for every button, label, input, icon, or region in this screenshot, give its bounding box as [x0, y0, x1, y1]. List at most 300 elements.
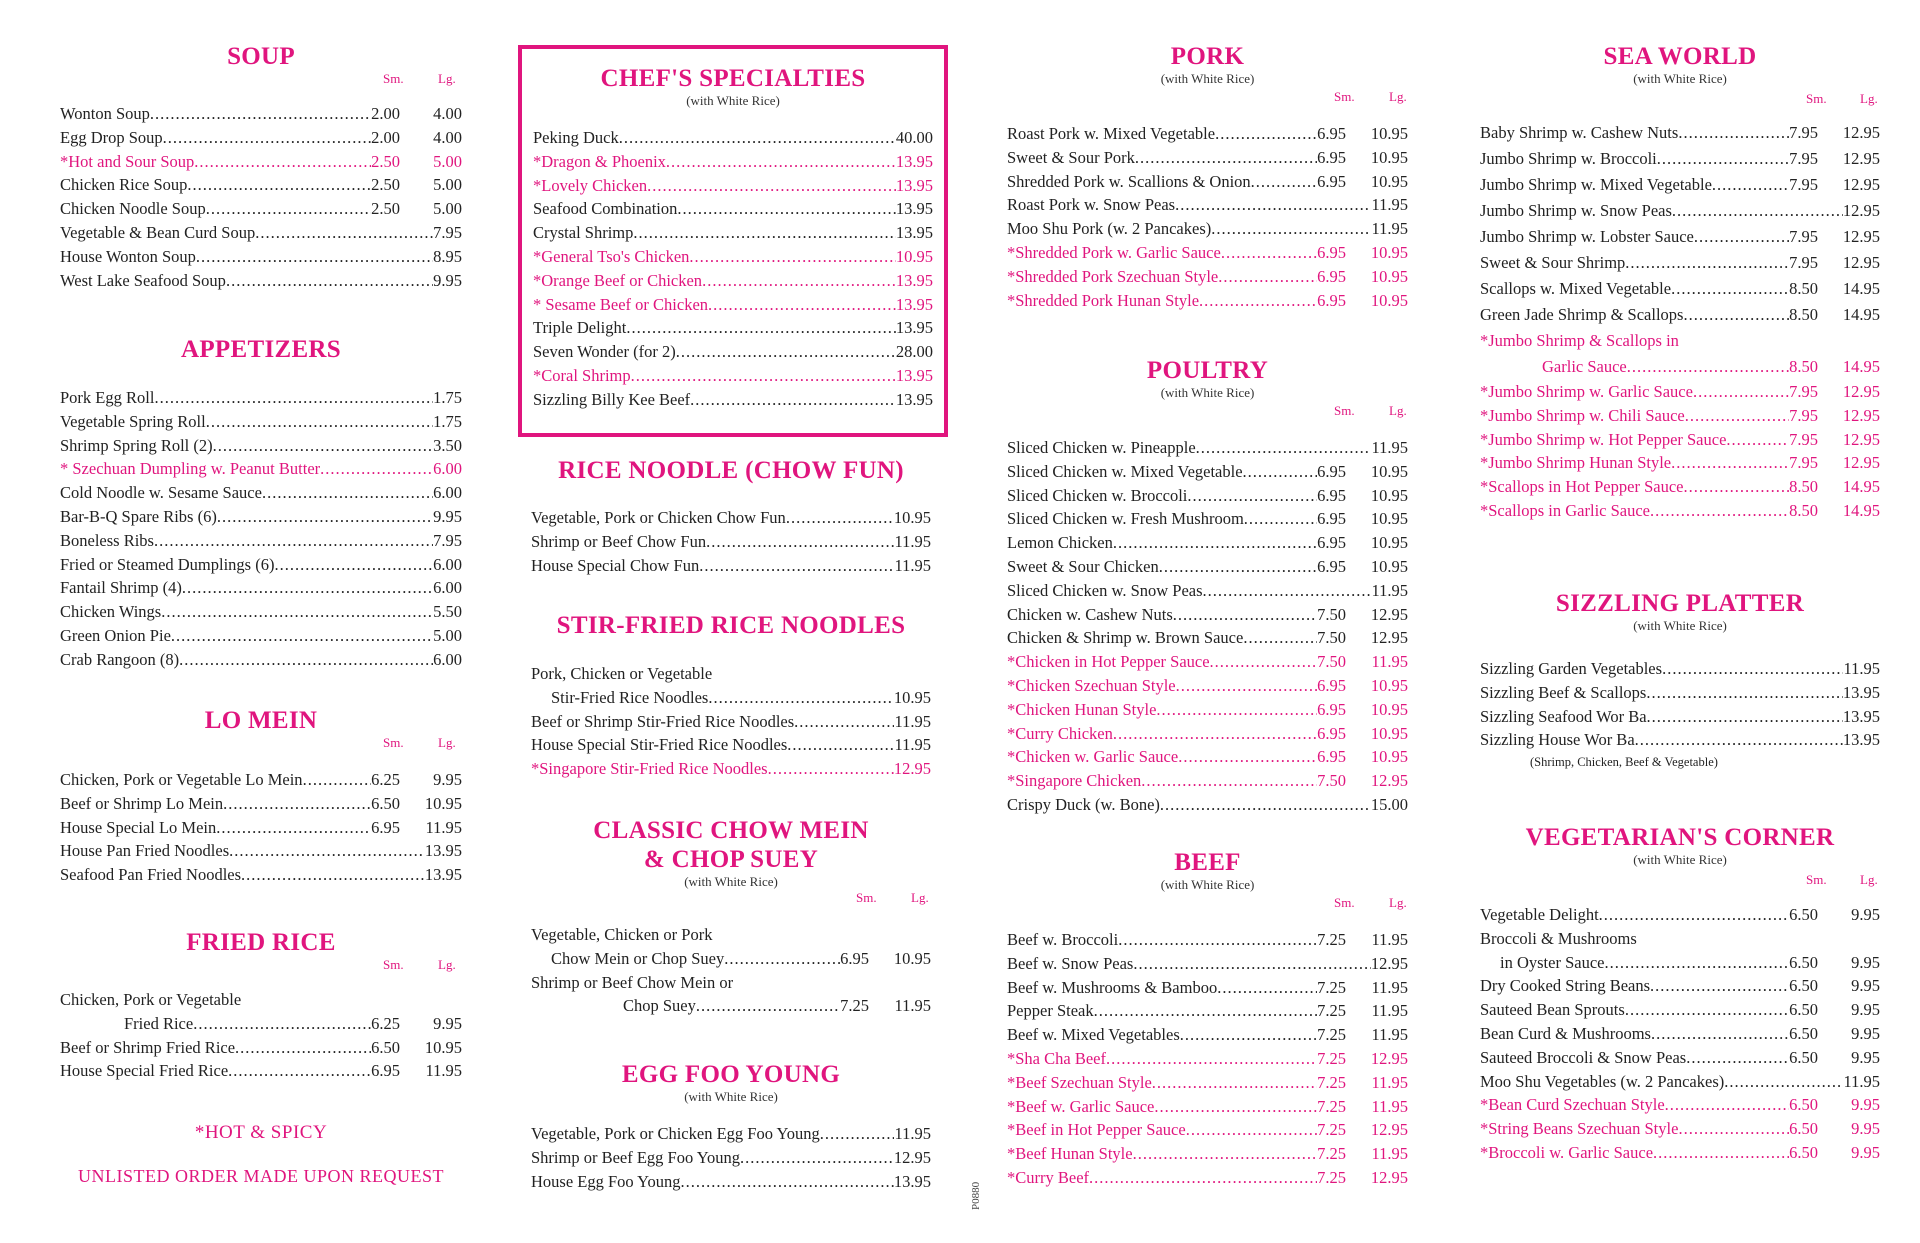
dot-leader [193, 1012, 371, 1036]
menu-item [1007, 555, 1408, 579]
chef-subtitle: (with White Rice) [686, 93, 780, 108]
item-price-large: 12.95 [1842, 405, 1880, 425]
item-price-large: 14.95 [1842, 279, 1880, 298]
item-price-small: 6.50 [1789, 1142, 1818, 1162]
item-price-large: 12.95 [1842, 123, 1880, 142]
item-price: 9.95 [433, 506, 462, 526]
item-name: Fried Rice [124, 1013, 194, 1033]
menu-item [60, 173, 462, 197]
chowmein-price-header [531, 890, 931, 908]
dot-leader [182, 576, 433, 600]
dot-leader [680, 1170, 893, 1194]
menu-item [1480, 428, 1880, 452]
chef-section [533, 64, 933, 412]
eggfoo-section [531, 1060, 931, 1193]
menu-item [533, 150, 933, 174]
item-price-small: 2.50 [371, 175, 400, 195]
item-price-large: 10.95 [1370, 266, 1408, 286]
dot-leader [740, 1146, 894, 1170]
dot-leader [223, 792, 371, 816]
item-price-large: 10.95 [1370, 461, 1408, 481]
item-price-large: 11.95 [1371, 1144, 1408, 1164]
item-name: Chicken & Shrimp w. Brown Sauce [1007, 628, 1244, 648]
item-name: Beef or Shrimp Lo Mein [60, 793, 224, 813]
dot-leader [1221, 241, 1317, 265]
small-label: Sm. [383, 735, 404, 750]
dot-leader [1653, 1141, 1789, 1165]
item-name: *Beef Hunan Style [1007, 1144, 1133, 1164]
item-name: Green Jade Shrimp & Scallops [1480, 305, 1684, 324]
item-name: Chicken Wings [60, 602, 162, 622]
dot-leader [1726, 428, 1789, 452]
menu-item [60, 792, 462, 816]
dot-leader [1635, 728, 1843, 752]
menu-item [1007, 531, 1408, 555]
item-price-large: 10.95 [1370, 556, 1408, 576]
menu-item [60, 269, 462, 293]
item-price: 10.95 [895, 246, 933, 266]
item-price-large: 5.00 [433, 199, 462, 219]
item-price-small: 6.50 [1789, 1047, 1818, 1067]
poultry-title: POULTRY [1146, 357, 1269, 384]
item-name: Sauteed Broccoli & Snow Peas [1480, 1047, 1687, 1067]
item-price: 13.95 [424, 865, 462, 885]
item-name: Sweet & Sour Pork [1007, 147, 1135, 167]
item-name: Beef or Shrimp Fried Rice [60, 1037, 236, 1057]
dot-leader [1625, 998, 1789, 1022]
dot-leader [619, 126, 896, 150]
beef-price-header [1007, 895, 1408, 913]
item-price-large: 12.95 [1842, 453, 1880, 473]
item-price-large: 10.95 [1370, 533, 1408, 553]
item-name: Moo Shu Vegetables (w. 2 Pancakes) [1480, 1071, 1725, 1091]
menu-item [531, 506, 931, 530]
dot-leader [1251, 170, 1317, 194]
menu-item [1007, 1166, 1408, 1190]
dot-leader [187, 173, 371, 197]
item-name: Sliced Chicken w. Snow Peas [1007, 580, 1203, 600]
dot-leader [647, 174, 896, 198]
menu-item [60, 553, 462, 577]
item-price-large: 9.95 [1851, 1047, 1880, 1067]
item-price-small: 2.50 [371, 151, 400, 171]
item-name: Sizzling House Wor Ba [1480, 730, 1635, 750]
item-name: Wonton Soup [60, 104, 150, 123]
item-name: *General Tso's Chicken [533, 246, 690, 266]
item-price-large: 12.95 [1842, 429, 1880, 449]
item-price: 1.75 [433, 388, 462, 407]
item-price: 13.95 [895, 294, 933, 314]
item-price-small: 6.95 [1317, 266, 1346, 286]
item-name: *Lovely Chicken [533, 175, 648, 195]
dot-leader [1665, 1093, 1789, 1117]
menu-item [531, 1146, 931, 1170]
item-price-large: 11.95 [1371, 977, 1408, 997]
menu-item [1007, 769, 1408, 793]
menu-item [531, 1170, 931, 1194]
item-price-small: 7.25 [1317, 1048, 1346, 1068]
item-name: Cold Noodle w. Sesame Sauce [60, 483, 262, 503]
item-name: Shrimp or Beef Chow Fun [531, 531, 707, 551]
menu-item [60, 863, 462, 887]
item-price-small: 6.50 [1789, 1000, 1818, 1020]
item-name: Dry Cooked String Beans [1480, 976, 1651, 996]
item-price: 13.95 [895, 365, 933, 385]
menu-item [60, 768, 462, 792]
item-price-small: 6.25 [371, 1013, 400, 1033]
item-name: Vegetable Delight [1480, 905, 1599, 924]
item-name: * Sesame Beef or Chicken [533, 294, 709, 314]
item-name: * Szechuan Dumpling w. Peanut Butter [60, 459, 321, 479]
menu-item [1480, 120, 1880, 146]
large-label: Lg. [438, 957, 456, 972]
item-price-small: 7.50 [1317, 652, 1346, 672]
item-name: *Chicken Szechuan Style [1007, 675, 1176, 695]
menu-item [1007, 928, 1408, 952]
dot-leader [1657, 146, 1789, 172]
dot-leader [206, 197, 371, 221]
item-name: Triple Delight [533, 318, 627, 338]
item-price-large: 9.95 [1851, 1095, 1880, 1115]
item-name: Beef w. Broccoli [1007, 930, 1119, 949]
menu-item [60, 102, 462, 126]
dot-leader [1160, 793, 1371, 817]
dot-leader [150, 102, 371, 126]
dot-leader [1651, 1022, 1789, 1046]
item-price: 11.95 [1371, 580, 1408, 600]
poultry-price-header [1007, 403, 1408, 421]
menu-item [60, 1059, 462, 1083]
seaworld-title: SEA WORLD [1603, 43, 1757, 70]
menu-item [1480, 302, 1880, 328]
veg-section [1480, 823, 1880, 1165]
chowmein-item: Chow Mein or Chop Suey ..... 6.95 10.95 [531, 947, 931, 971]
item-price-large: 4.00 [433, 104, 462, 123]
dot-leader [1724, 1070, 1843, 1094]
menu-item [531, 710, 931, 734]
menu-item [60, 197, 462, 221]
dot-leader [1118, 928, 1317, 952]
item-name: Green Onion Pie [60, 625, 171, 645]
item-price-large: 10.95 [1370, 290, 1408, 310]
item-price: 11.95 [894, 555, 931, 575]
item-name: *Coral Shrimp [533, 365, 631, 385]
menu-item [1480, 903, 1880, 927]
item-name: Sliced Chicken w. Broccoli [1007, 485, 1188, 505]
item-price-small: 6.50 [371, 1037, 400, 1057]
item-price-large: 10.95 [1370, 485, 1408, 505]
dot-leader [1678, 1117, 1789, 1141]
dot-leader [1203, 579, 1372, 603]
large-label: Lg. [1860, 872, 1878, 887]
chowmein-subtitle: (with White Rice) [684, 874, 778, 889]
dot-leader [787, 733, 894, 757]
friedrice-title: FRIED RICE [186, 929, 336, 956]
dot-leader [708, 293, 896, 317]
dot-leader [194, 150, 371, 174]
dot-leader [196, 245, 433, 269]
item-price: 11.95 [1843, 1071, 1880, 1091]
item-price-small: 6.50 [371, 793, 400, 813]
menu-item [1480, 276, 1880, 302]
dot-leader [1141, 769, 1317, 793]
dot-leader [1173, 603, 1317, 627]
item-name: Chicken w. Cashew Nuts [1007, 604, 1173, 624]
item-price-large: 10.95 [1370, 723, 1408, 743]
menu-item [1480, 404, 1880, 428]
item-name: *Dragon & Phoenix [533, 151, 666, 171]
soup-items [60, 102, 462, 292]
item-price-small: 6.50 [1789, 1023, 1818, 1043]
menu-item [60, 624, 462, 648]
item-price-large: 14.95 [1842, 477, 1880, 497]
menu-item [60, 245, 462, 269]
menu-item [1007, 999, 1408, 1023]
menu-item [60, 600, 462, 624]
item-name: *Singapore Chicken [1007, 771, 1142, 791]
menu-item [1007, 1095, 1408, 1119]
chef-title: CHEF'S SPECIALTIES [600, 65, 866, 92]
item-name: Sizzling Billy Kee Beef [533, 389, 691, 409]
dot-leader [1671, 276, 1789, 302]
item-price-small: 7.95 [1789, 253, 1818, 272]
item-name: Bean Curd & Mushrooms [1480, 1023, 1651, 1043]
menu-item [1480, 974, 1880, 998]
item-price: 13.95 [895, 175, 933, 195]
menu-item [1007, 952, 1408, 976]
item-name: House Egg Foo Young [531, 1171, 681, 1191]
menu-item [1480, 1046, 1880, 1070]
pork-subtitle: (with White Rice) [1160, 71, 1255, 86]
item-price-small: 6.50 [1789, 905, 1818, 924]
menu-item [60, 1036, 462, 1060]
dot-leader [1187, 484, 1317, 508]
item-price-small: 6.95 [371, 1061, 400, 1081]
item-price-large: 9.95 [1851, 1119, 1880, 1139]
menu-item [1007, 1023, 1408, 1047]
menu-item [1007, 122, 1408, 146]
dot-leader [1135, 146, 1317, 170]
menu-item [533, 340, 933, 364]
dot-leader [1211, 217, 1371, 241]
item-name: Fantail Shrimp (4) [60, 578, 182, 598]
menu-item [1007, 745, 1408, 769]
chopsuey-item: Chop Suey ..... 7.25 11.95 [531, 994, 931, 1018]
menu-item [1480, 250, 1880, 276]
dot-leader [262, 481, 433, 505]
menu-item [533, 269, 933, 293]
dot-leader [1133, 952, 1371, 976]
menu-item [1480, 1093, 1880, 1117]
item-price: 40.00 [895, 128, 933, 147]
item-name: Beef or Shrimp Stir-Fried Rice Noodles [531, 711, 795, 731]
item-name: Pepper Steak [1007, 1001, 1094, 1021]
hot-spicy-note: *HOT & SPICY [194, 1122, 328, 1143]
item-price-large: 4.00 [433, 127, 462, 147]
item-price-small: 7.25 [1317, 977, 1346, 997]
menu-item [533, 293, 933, 317]
dot-leader [303, 768, 372, 792]
menu-item [1007, 289, 1408, 313]
item-price-large: 10.95 [1370, 171, 1408, 191]
dot-leader [171, 624, 433, 648]
soup-section [60, 42, 462, 292]
item-name: Vegetable Spring Roll [60, 411, 206, 431]
menu-item [1007, 650, 1408, 674]
dot-leader [255, 221, 433, 245]
item-name: Moo Shu Pork (w. 2 Pancakes) [1007, 219, 1212, 239]
chowmein-line3: Shrimp or Beef Chow Mein or [531, 972, 734, 992]
dot-leader [1186, 1118, 1317, 1142]
menu-item [533, 221, 933, 245]
item-price: 11.95 [894, 735, 931, 755]
small-label: Sm. [1806, 91, 1827, 106]
sizzling-items [1480, 657, 1880, 752]
chef-items [533, 126, 933, 412]
sizzling-note: (Shrimp, Chicken, Beef & Vegetable) [1530, 755, 1718, 770]
menu-item [1480, 998, 1880, 1022]
item-name: *Chicken w. Garlic Sauce [1007, 747, 1179, 767]
item-price-large: 10.95 [1370, 699, 1408, 719]
menu-item [60, 150, 462, 174]
dot-leader [676, 340, 896, 364]
menu-item [1480, 1117, 1880, 1141]
menu-item [533, 364, 933, 388]
item-price-small: 6.50 [1789, 1095, 1818, 1115]
item-price: 8.95 [433, 246, 462, 266]
item-name: Sizzling Garden Vegetables [1480, 659, 1663, 678]
small-label: Sm. [1806, 872, 1827, 887]
dot-leader [1196, 436, 1372, 460]
item-name: *Shredded Pork Hunan Style [1007, 290, 1200, 310]
dot-leader [235, 1036, 371, 1060]
dot-leader [1650, 499, 1789, 523]
dot-leader [320, 457, 433, 481]
item-name: Crab Rangoon (8) [60, 649, 180, 669]
dot-leader [1672, 198, 1843, 224]
dot-leader [708, 686, 894, 710]
chowmein-title-line1: CLASSIC CHOW MEIN [593, 817, 869, 844]
item-price: 13.95 [1842, 706, 1880, 726]
dot-leader [1176, 674, 1317, 698]
beef-items [1007, 928, 1408, 1190]
item-price-large: 12.95 [1842, 149, 1880, 168]
item-name: *Curry Chicken [1007, 723, 1113, 743]
item-name: Scallops w. Mixed Vegetable [1480, 279, 1672, 298]
dot-leader [1650, 974, 1789, 998]
item-price: 6.00 [433, 459, 462, 479]
item-price-large: 12.95 [1370, 1167, 1408, 1187]
item-name: Sizzling Beef & Scallops [1480, 682, 1647, 702]
menu-item [531, 733, 931, 757]
item-price-small: 6.95 [1317, 699, 1346, 719]
menu-code: P0880 [970, 1181, 982, 1210]
menu-item [531, 757, 931, 781]
small-label: Sm. [856, 890, 877, 905]
item-price-large: 12.95 [1842, 253, 1880, 272]
chowfun-items [531, 506, 931, 577]
item-price-large: 12.95 [1842, 382, 1880, 401]
dot-leader [1693, 380, 1789, 404]
pork-title: PORK [1170, 43, 1245, 70]
item-price: 11.95 [1371, 219, 1408, 239]
item-price: 13.95 [895, 151, 933, 171]
menu-item [531, 686, 931, 710]
menu-item [1007, 507, 1408, 531]
chowfun-title: RICE NOODLE (CHOW FUN) [558, 457, 904, 484]
beef-section [1007, 848, 1408, 1190]
dot-leader [1243, 626, 1317, 650]
item-name: Jumbo Shrimp w. Broccoli [1480, 149, 1657, 168]
stirfried-section [531, 611, 931, 781]
item-price-large: 12.95 [1370, 1048, 1408, 1068]
menu-item [1007, 217, 1408, 241]
veg-price-header [1480, 872, 1880, 890]
dot-leader [1686, 1046, 1789, 1070]
dot-leader [689, 245, 895, 269]
item-name: Egg Drop Soup [60, 127, 163, 147]
menu-item [533, 126, 933, 150]
item-name: *Scallops in Garlic Sauce [1480, 500, 1650, 520]
dot-leader [1243, 460, 1318, 484]
eggfoo-subtitle: (with White Rice) [684, 1089, 778, 1104]
item-price-large: 11.95 [1371, 1096, 1408, 1116]
item-name: *Beef in Hot Pepper Sauce [1007, 1120, 1186, 1140]
item-price-large: 14.95 [1842, 305, 1880, 324]
menu-item [60, 576, 462, 600]
dot-leader [154, 529, 433, 553]
item-name: Baby Shrimp w. Cashew Nuts [1480, 123, 1679, 142]
veg-subtitle: (with White Rice) [1633, 852, 1727, 867]
menu-item [60, 529, 462, 553]
item-price-small: 6.95 [1317, 147, 1346, 167]
item-price-small: 8.50 [1789, 477, 1818, 497]
stirfried-items [531, 686, 931, 781]
item-name: *Curry Beef [1007, 1167, 1090, 1187]
dot-leader [213, 434, 433, 458]
friedrice-line1: Chicken, Pork or Vegetable [60, 990, 242, 1009]
pork-section [1007, 42, 1408, 312]
item-price-small: 7.95 [1789, 405, 1818, 425]
dot-leader [1199, 289, 1317, 313]
menu-item [1007, 436, 1408, 460]
item-name: Chicken Rice Soup [60, 175, 188, 195]
item-name: Chicken Noodle Soup [60, 199, 206, 219]
dot-leader [163, 126, 371, 150]
item-name: *Beef w. Garlic Sauce [1007, 1096, 1155, 1116]
chowmein-title-line2: & CHOP SUEY [643, 846, 819, 873]
item-price: 13.95 [895, 389, 933, 409]
menu-item [1480, 1070, 1880, 1094]
menu-item [60, 434, 462, 458]
menu-item [1007, 626, 1408, 650]
item-name: Crystal Shrimp [533, 223, 634, 243]
item-name: *Shredded Pork Szechuan Style [1007, 266, 1219, 286]
dot-leader [1683, 302, 1789, 328]
item-price-small: 6.95 [1317, 509, 1346, 529]
large-label: Lg. [438, 735, 456, 750]
dot-leader [1683, 475, 1789, 499]
item-price-large: 10.95 [1370, 509, 1408, 529]
item-price: 12.95 [1370, 953, 1408, 973]
lomein-price-header [60, 735, 462, 753]
item-price-large: 11.95 [1371, 652, 1408, 672]
item-price-large: 12.95 [1842, 175, 1880, 194]
item-price-small: 6.95 [1317, 461, 1346, 481]
item-name: *Jumbo Shrimp Hunan Style [1480, 453, 1672, 473]
menu-item [533, 388, 933, 412]
item-price-large: 11.95 [425, 1061, 462, 1081]
